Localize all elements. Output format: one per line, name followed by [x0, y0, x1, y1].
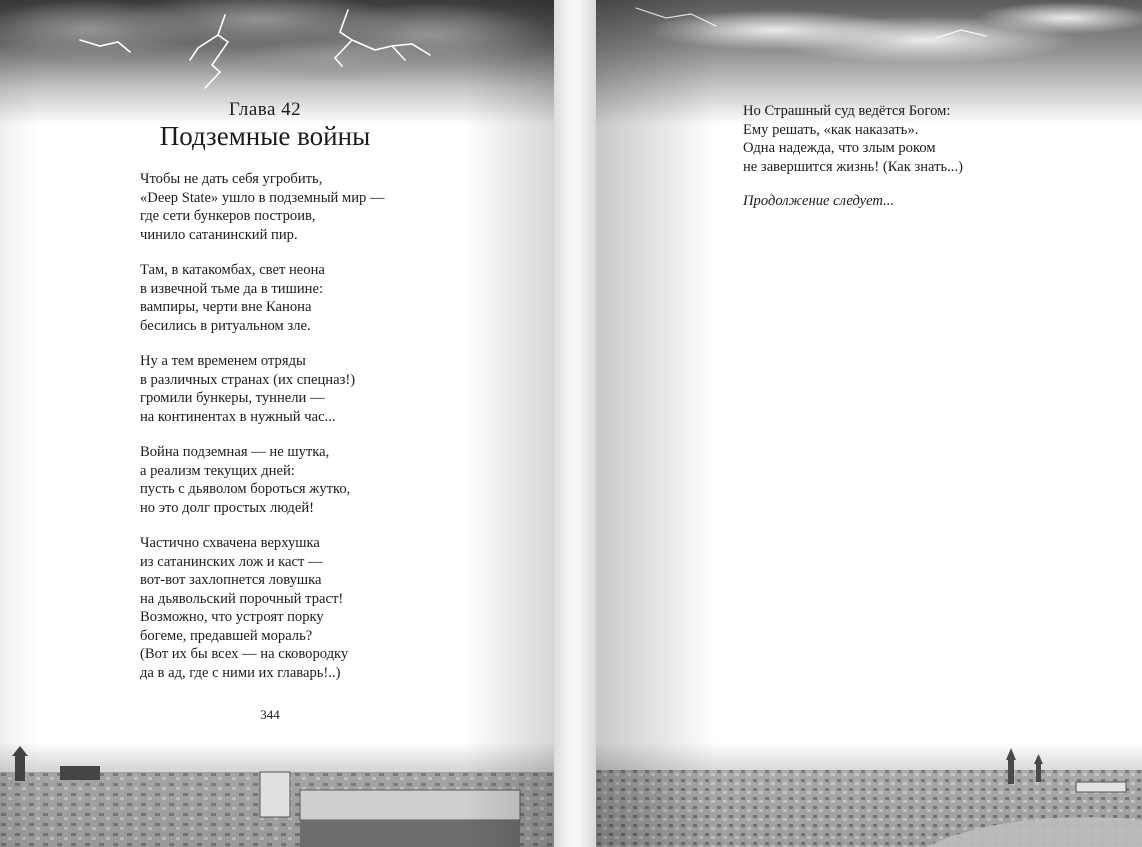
poem-line: где сети бункеров построив, — [140, 208, 316, 224]
stanza-6 — [743, 102, 1083, 176]
poem-line: (Вот их бы всех — на сковородку — [140, 646, 349, 662]
poem-line: Частично схвачена верхушка — [140, 535, 320, 551]
city-panorama-image — [596, 742, 1142, 847]
poem-line: но это долг простых людей! — [140, 499, 314, 516]
book-gutter — [554, 0, 596, 847]
poem-line: на дьявольский порочный траст! — [140, 590, 344, 607]
continued-note: Продолжение следует... — [743, 193, 895, 209]
poem-line: Ему решать, «как наказать». — [743, 121, 919, 138]
poem-line: вампиры, черти вне Канона — [140, 299, 312, 315]
poem-text — [140, 170, 470, 699]
poem-line: Ну а тем временем отряды — [140, 353, 306, 369]
poem-line: чинило сатанинский пир. — [140, 226, 298, 243]
poem-line: вот-вот захлопнется ловушка — [140, 572, 322, 588]
stanza-1 — [140, 170, 470, 244]
chapter-title: Подземные войны — [159, 121, 371, 151]
poem-text — [743, 102, 1083, 193]
left-page — [0, 0, 554, 847]
city-panorama-image — [0, 742, 554, 847]
poem-line: Война подземная — не шутка, — [140, 444, 330, 460]
poem-line: Возможно, что устроят порку — [140, 609, 324, 625]
poem-line: из сатанинских лож и каст — — [140, 553, 323, 570]
poem-line: Чтобы не дать себя угробить, — [140, 171, 323, 187]
poem-line: бесились в ритуальном зле. — [140, 317, 311, 334]
stanza-4 — [140, 443, 470, 517]
poem-line: Там, в катакомбах, свет неона — [140, 262, 325, 278]
poem-line: а реализм текущих дней: — [140, 462, 295, 479]
poem-line: громили бункеры, туннели — — [140, 390, 325, 406]
stanza-5 — [140, 534, 470, 682]
stanza-2 — [140, 261, 470, 335]
chapter-number: Глава 42 — [228, 99, 302, 120]
poem-line: «Deep State» ушло в подземный мир — — [140, 189, 385, 206]
poem-line: в извечной тьме да в тишине: — [140, 280, 323, 297]
poem-line: богеме, предавшей мораль? — [140, 627, 313, 644]
poem-line: Но Страшный суд ведётся Богом: — [743, 103, 951, 119]
poem-line: в различных странах (их спецназ!) — [140, 371, 356, 388]
poem-line: да в ад, где с ними их главарь!..) — [140, 664, 341, 681]
page-number: 344 — [260, 707, 280, 722]
right-page — [596, 0, 1142, 847]
poem-line: Одна надежда, что злым роком — [743, 140, 936, 156]
poem-line: на континентах в нужный час... — [140, 408, 336, 425]
poem-line: пусть с дьяволом бороться жутко, — [140, 481, 351, 497]
stanza-3 — [140, 352, 470, 426]
poem-line: не завершится жизнь! (Как знать...) — [743, 158, 963, 175]
